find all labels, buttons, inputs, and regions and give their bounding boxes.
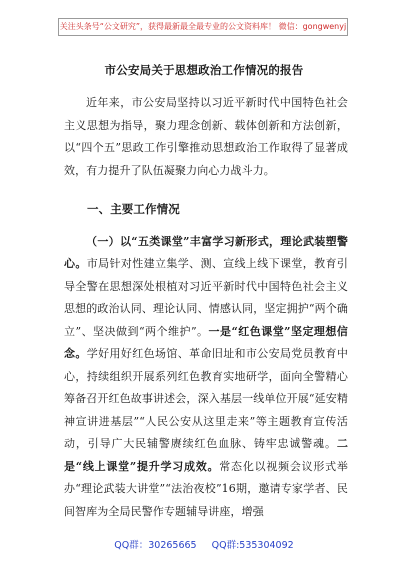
document-body [64,92,348,523]
paragraph-text: 市局针对性建立集学、测、宣线上线下课堂，教育引导全警在思想深处根植对习近平新时代中国特色社会主义思想的政治认同、理论认同、情感认同，坚定拥护“两个确立”、坚决做到“两个维护”。 [64,257,348,338]
paragraph-lead-heading: （一）以“五类课堂”丰富学习新形式，理论武装塑警心。 [64,234,348,270]
promo-banner: 关注头条号“公文研究”，获得最新最全最专业的公文资料库！ 微信：gongwenyj [58,18,348,36]
document-title: 市公安局关于思想政治工作情况的报告 [104,63,304,77]
paragraph-text-3: 常态化以视频会议形式举办“理论武装大讲堂”“法治夜校”16期，邀请专家学者、民间智库为全局民警作专题辅导讲座，增强 [64,459,348,518]
section-heading: 一、主要工作情况 [87,202,180,216]
body-paragraph [64,231,348,524]
intro-paragraph: 近年来，市公安局坚持以习近平新时代中国特色社会主义思想为指导，聚力理念创新、载体创新和方法创新，以“四个五”思政工作引擎推动思想政治工作取得了显著成效，有力提升了队伍凝聚力向心力战斗力。 [64,96,348,177]
footer [0,537,408,551]
subpoint-heading-2: 二是“线上课堂”提升学习成效。 [64,437,348,473]
qq-group-1: QQ群：30265665 [114,540,197,551]
qq-group-2: QQ群:535304092 [211,540,294,551]
subpoint-heading-1: 一是“红色课堂”坚定理想信念。 [64,324,348,360]
paragraph-text-2: 学好用好红色场馆、革命旧址和市公安局党员教育中心，持续组织开展系列红色教育实地研学，面向全警精心筹备召开红色故事讲述会，深入基层一线单位开展“延安精神宣讲进基层”“人民公安从这里走来”等主题教育宣传活动，引导广大民辅警赓续红色血脉、铸牢忠诚警魂。 [64,347,348,450]
